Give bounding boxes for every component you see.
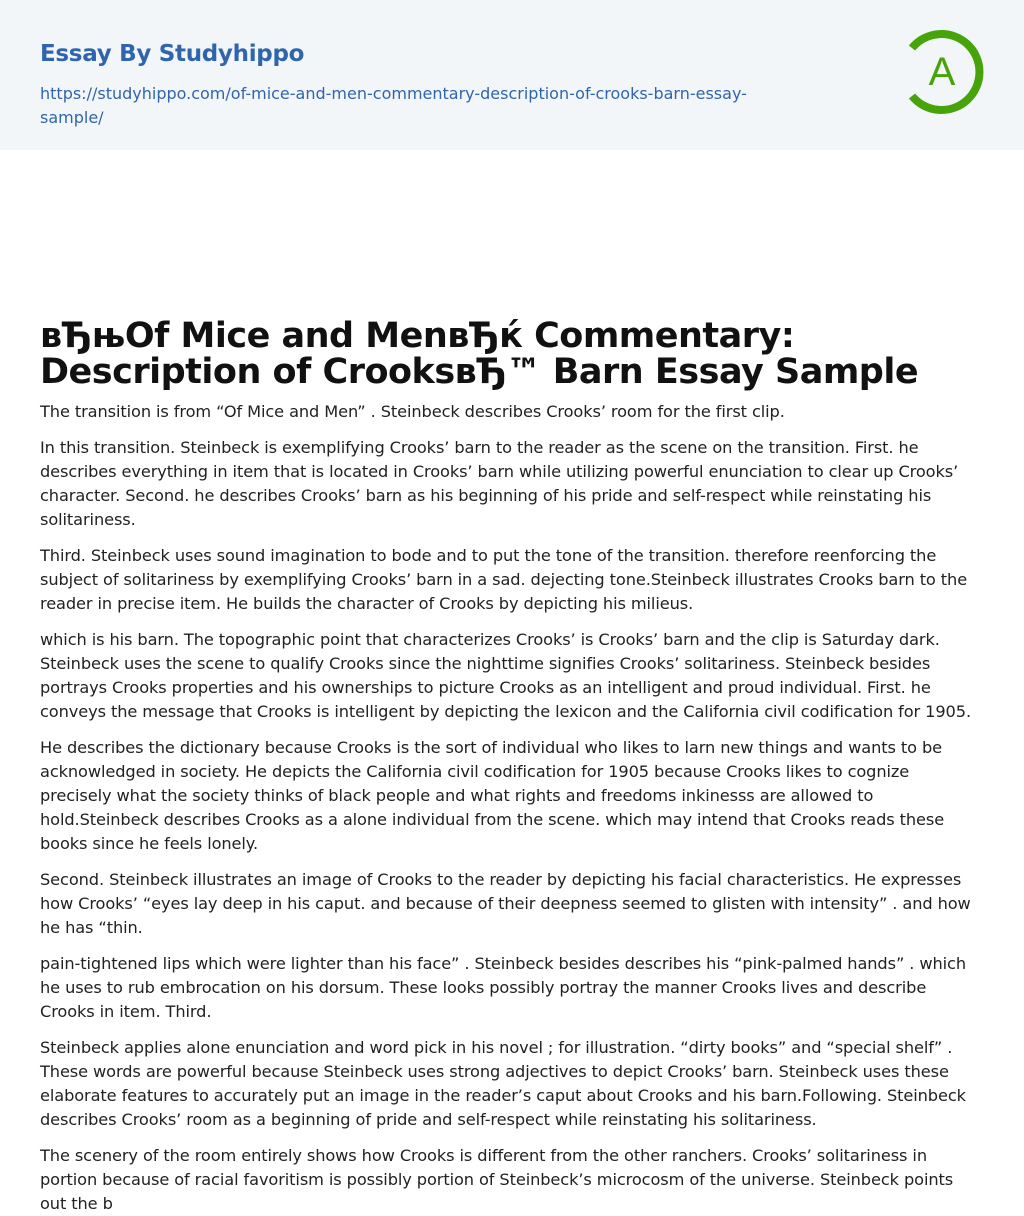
paragraph: The transition is from “Of Mice and Men” . Steinbeck describes Crooks’ room for the first clip. xyxy=(40,402,785,421)
logo-letter: A xyxy=(928,50,956,94)
source-url-link[interactable]: https://studyhippo.com/of-mice-and-men-commentary-description-of-crooks-barn-essay-sample/ xyxy=(40,84,747,127)
brand-title: Essay By Studyhippo xyxy=(40,41,305,67)
paragraph: Third. Steinbeck uses sound imagination to bode and to put the tone of the transition. therefore reenforcing the subject of solitariness by exemplifying Crooks’ barn in a sad. dejecting tone.Steinbeck illustrates Crooks barn to the reader in precise item. He builds the character of Crooks by depicting his milieus. xyxy=(40,546,968,613)
article xyxy=(0,150,1024,1216)
paragraph: pain-tightened lips which were lighter than his face” . Steinbeck besides describes his “pink-palmed hands” . which he uses to rub embrocation on his dorsum. These looks possibly portray the manner Crooks lives and describe Crooks in item. Third. xyxy=(40,954,967,1021)
site-header xyxy=(0,0,1024,150)
paragraph: which is his barn. The topographic point that characterizes Crooks’ is Crooks’ barn and the clip is Saturday dark. Steinbeck uses the scene to qualify Crooks since the nighttime signifies Crooks’ solitariness. Steinbeck besides portrays Crooks properties and his ownerships to picture Crooks as an intelligent and proud individual. First. he conveys the message that Crooks is intelligent by depicting the lexicon and the California civil codification for 1905. xyxy=(40,630,971,721)
studyhippo-logo-icon[interactable] xyxy=(898,28,986,116)
paragraph: In this transition. Steinbeck is exemplifying Crooks’ barn to the reader as the scene on the transition. First. he describes everything in item that is located in Crooks’ barn while utilizing powerful enunciation to clear up Crooks’ character. Second. he describes Crooks’ barn as his beginning of his pride and self-respect while reinstating his solitariness. xyxy=(40,438,959,529)
paragraph: The scenery of the room entirely shows how Crooks is different from the other ranchers. Crooks’ solitariness in portion because of racial favoritism is possibly portion of Steinbeck’s microcosm of the universe. Steinbeck points out the b xyxy=(40,1146,954,1213)
paragraph: He describes the dictionary because Crooks is the sort of individual who likes to larn new things and wants to be acknowledged in society. He depicts the California civil codification for 1905 because Crooks likes to cognize precisely what the society thinks of black people and what rights and freedoms inkinesss are allowed to hold.Steinbeck describes Crooks as a alone individual from the scene. which may intend that Crooks reads these books since he feels lonely. xyxy=(40,738,945,853)
paragraph: Steinbeck applies alone enunciation and word pick in his novel ; for illustration. “dirty books” and “special shelf” . These words are powerful because Steinbeck uses strong adjectives to depict Crooks’ barn. Steinbeck uses these elaborate features to accurately put an image in the reader’s caput about Crooks and his barn.Following. Steinbeck describes Crooks’ room as a beginning of pride and self-respect while reinstating his solitariness. xyxy=(40,1038,966,1129)
article-title: вЂњOf Mice and MenвЂќ Commentary: Description of CrooksвЂ™ Barn Essay Sample xyxy=(40,316,919,392)
paragraph: Second. Steinbeck illustrates an image of Crooks to the reader by depicting his facial characteristics. He expresses how Crooks’ “eyes lay deep in his caput. and because of their deepness seemed to glisten with intensity” . and how he has “thin. xyxy=(40,870,971,937)
